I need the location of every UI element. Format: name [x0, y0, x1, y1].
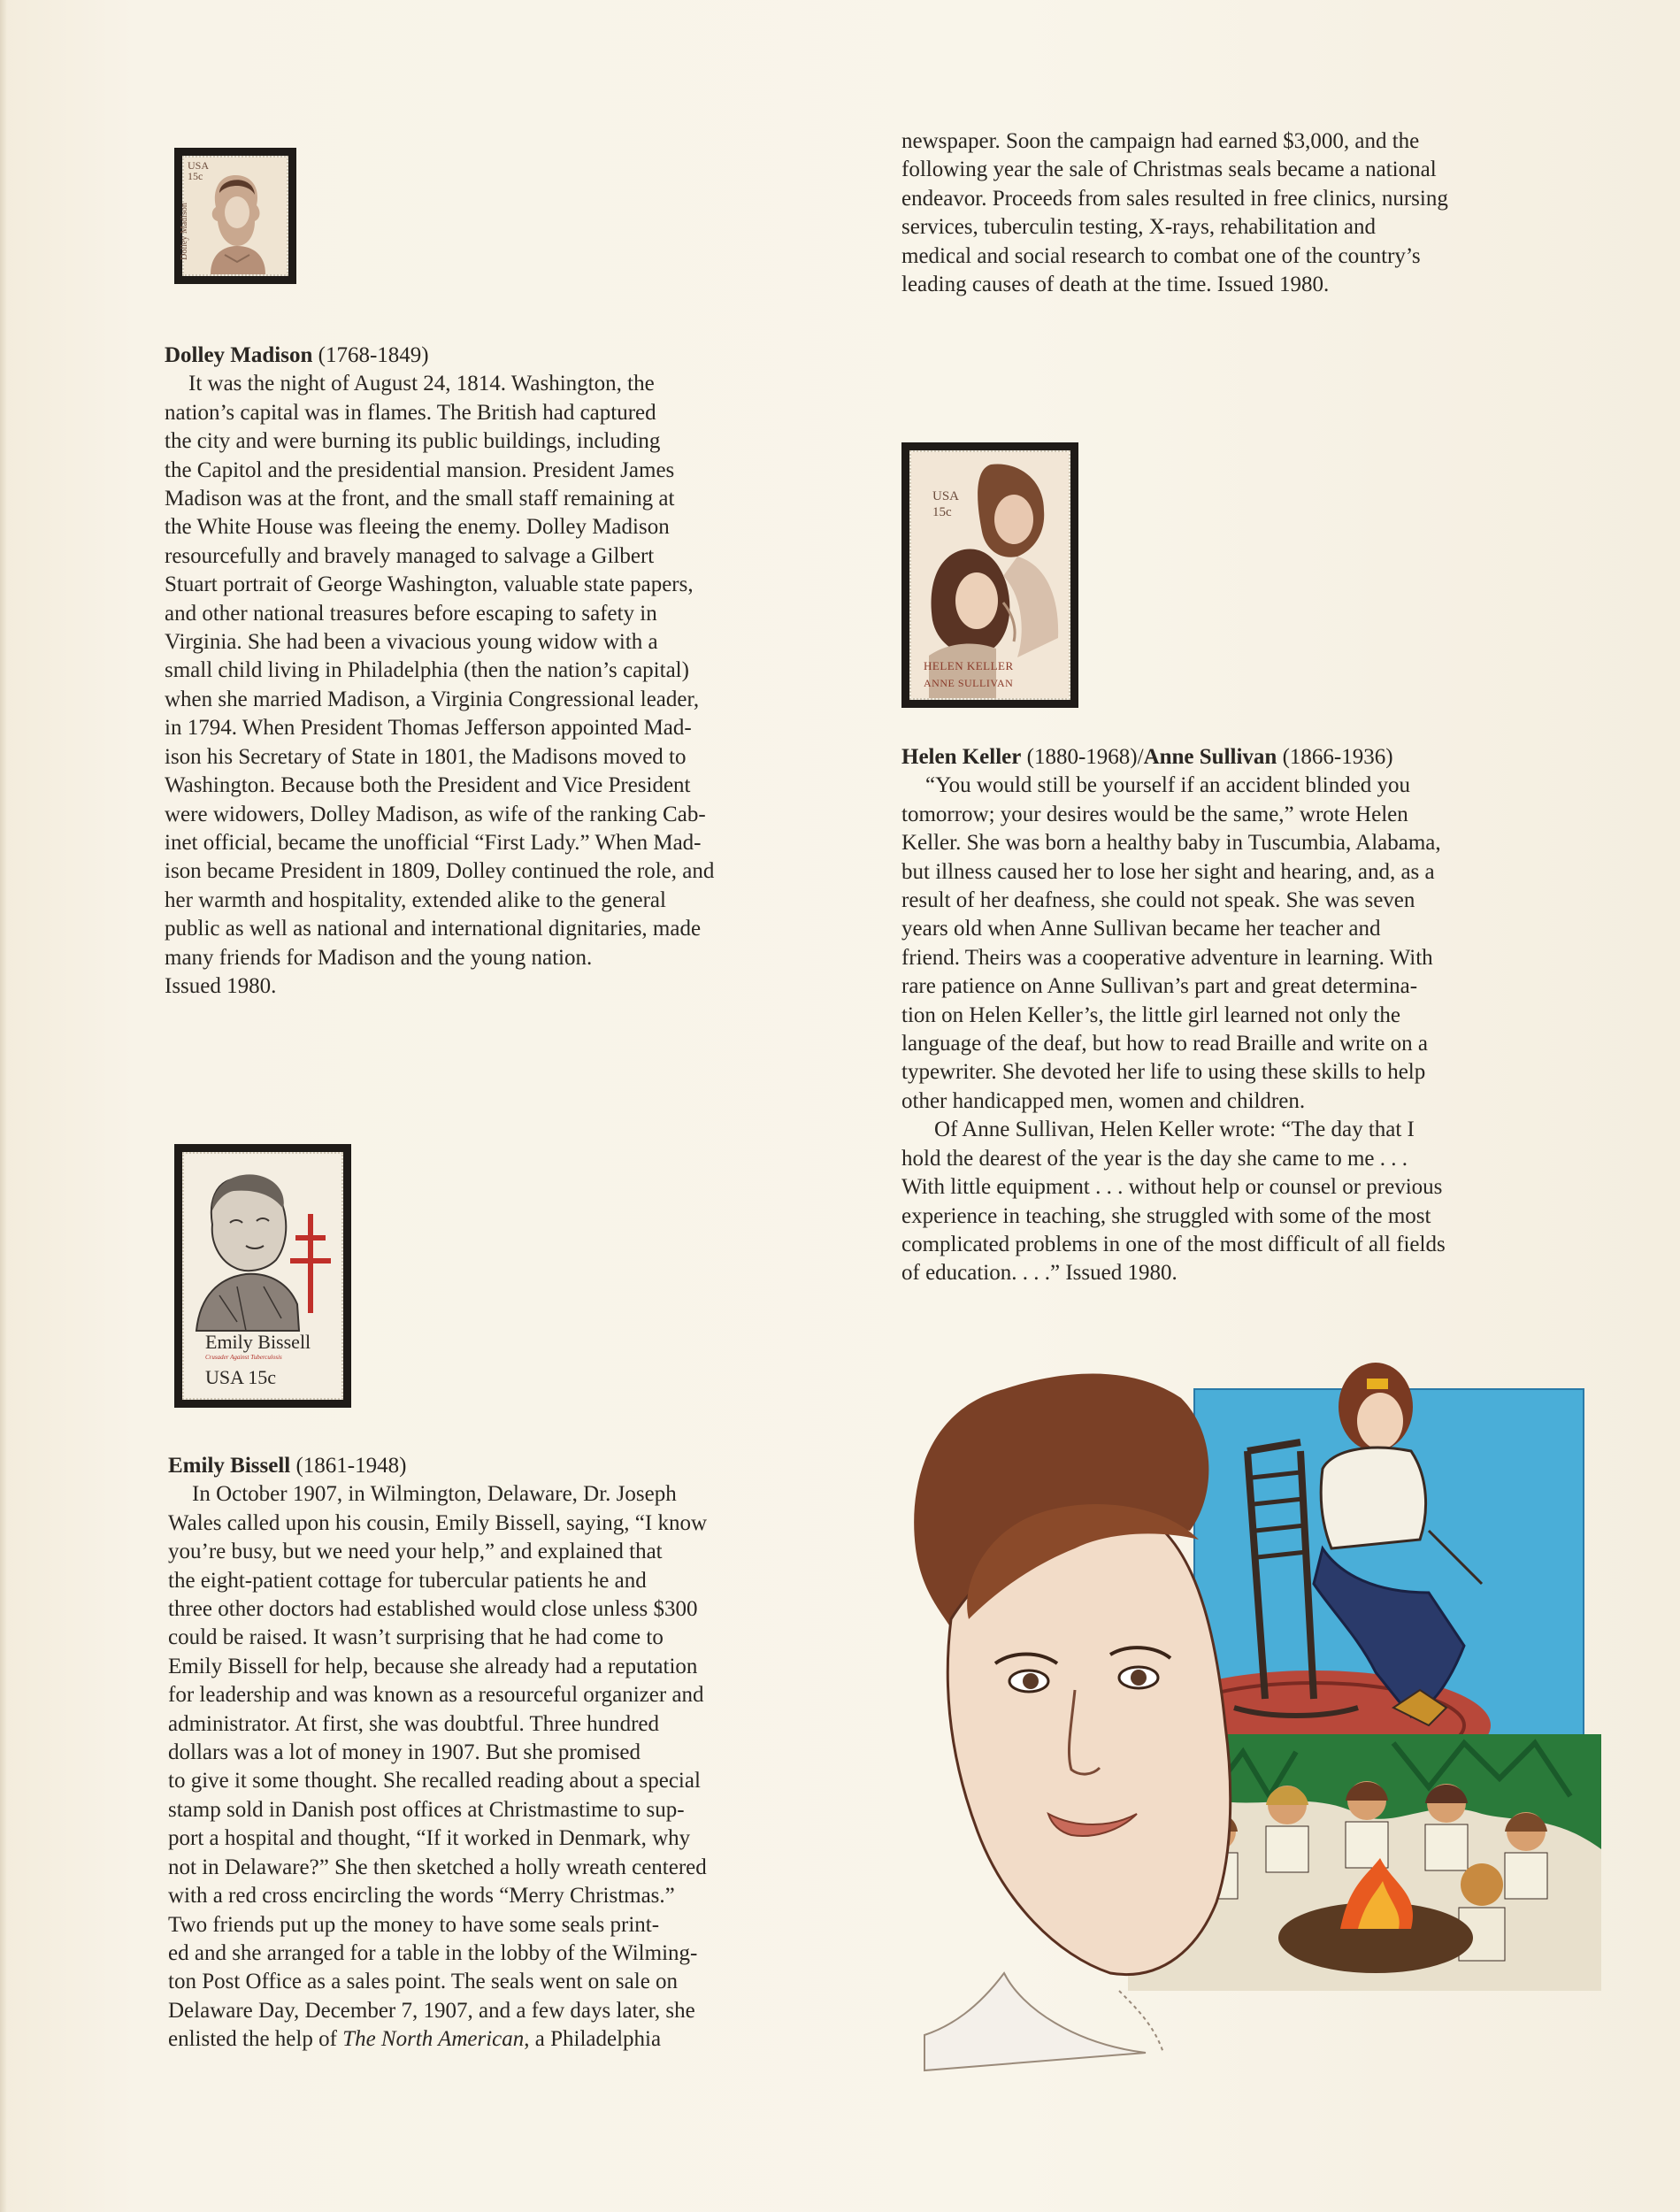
- stamp-country: USA: [932, 489, 960, 503]
- text-line: of education. . . .” Issued 1980.: [901, 1261, 1178, 1286]
- text-line: years old when Anne Sullivan became her teacher and: [901, 917, 1381, 941]
- text-line: leading causes of death at the time. Issued 1980.: [901, 273, 1330, 297]
- text-line: Stuart portrait of George Washington, valuable state papers,: [165, 572, 694, 597]
- text-line: other handicapped men, women and children.: [901, 1088, 1306, 1113]
- text-line: the city and were burning its public buildings, including: [165, 429, 661, 454]
- stamp-name: Dolley Madison: [179, 203, 189, 260]
- text-line: endeavor. Proceeds from sales resulted in free clinics, nursing: [901, 186, 1448, 211]
- text-line: for leadership and was known as a resourceful organizer and: [168, 1683, 704, 1708]
- text-line: the Capitol and the presidential mansion. President James: [165, 457, 675, 482]
- text-line: nation’s capital was in flames. The British had captured: [165, 400, 656, 425]
- text-line: tion on Helen Keller’s, the little girl learned not only the: [901, 1002, 1400, 1027]
- text-line: to give it some thought. She recalled reading about a special: [168, 1769, 701, 1793]
- article-heading: [901, 743, 1609, 772]
- text-line: you’re busy, but we need your help,” and explained that: [168, 1540, 663, 1564]
- text-fragment: , a Philadelphia: [524, 2027, 662, 2052]
- text-line: her warmth and hospitality, extended alike to the general: [165, 887, 666, 912]
- emily-bissell-article-continued: [901, 127, 1609, 299]
- text-line: but illness caused her to lose her sight and hearing, and, as a: [901, 859, 1435, 884]
- text-line: resourcefully and bravely managed to salvage a Gilbert: [165, 543, 655, 568]
- text-line: friend. Theirs was a cooperative adventure in learning. With: [901, 945, 1433, 970]
- text-line: Keller. She was born a healthy baby in Tuscumbia, Alabama,: [901, 831, 1441, 856]
- text-line: [168, 2025, 876, 2054]
- article-title: Emily Bissell: [168, 1454, 291, 1478]
- article-title-second: Anne Sullivan: [1143, 745, 1277, 769]
- text-line: many friends for Madison and the young nation.: [165, 945, 593, 970]
- text-line: services, tuberculin testing, X-rays, rehabilitation and: [901, 215, 1376, 240]
- text-line: not in Delaware?” She then sketched a holly wreath centered: [168, 1855, 707, 1879]
- stamp-line2: ANNE SULLIVAN: [924, 677, 1014, 689]
- emily-bissell-article: [168, 1452, 876, 2055]
- text-line: three other doctors had established would close unless $300: [168, 1597, 698, 1622]
- text-line: could be raised. It wasn’t surprising that he had come to: [168, 1625, 664, 1650]
- text-line: Emily Bissell for help, because she already had a reputation: [168, 1654, 698, 1678]
- title-separator: /: [1137, 745, 1144, 769]
- text-line: the eight-patient cottage for tubercular patients he and: [168, 1568, 647, 1593]
- text-line: when she married Madison, a Virginia Congressional leader,: [165, 687, 700, 711]
- text-line: ison became President in 1809, Dolley continued the role, and: [165, 859, 715, 884]
- text-line: It was the night of August 24, 1814. Washington, the: [188, 372, 655, 396]
- stamp-country-value: USA 15c: [205, 1366, 277, 1388]
- text-line: experience in teaching, she struggled with some of the most: [901, 1203, 1431, 1228]
- text-line: Madison was at the front, and the small staff remaining at: [165, 487, 675, 511]
- text-line: and other national treasures before escaping to safety in: [165, 601, 657, 626]
- dolley-madison-stamp: [174, 148, 296, 284]
- stamp-face: [179, 156, 288, 276]
- text-line: Delaware Day, December 7, 1907, and a few days later, she: [168, 1998, 695, 2023]
- text-line: were widowers, Dolley Madison, as wife of the ranking Cab-: [165, 802, 706, 826]
- text-line: In October 1907, in Wilmington, Delaware, Dr. Joseph: [192, 1482, 677, 1507]
- text-line: language of the deaf, but how to read Braille and write on a: [901, 1032, 1428, 1056]
- article-title: Helen Keller: [901, 745, 1022, 769]
- text-line: Wales called upon his cousin, Emily Bissell, saying, “I know: [168, 1510, 708, 1535]
- stamp-subtitle: Crusader Against Tuberculosis: [205, 1354, 282, 1361]
- text-line: “You would still be yourself if an accident blinded you: [925, 773, 1411, 798]
- stamp-line1: HELEN KELLER: [924, 659, 1014, 672]
- text-line: complicated problems in one of the most difficult of all fields: [901, 1232, 1446, 1256]
- helen-keller-illustration: [898, 1354, 1606, 2070]
- text-line: hold the dearest of the year is the day she came to me . . .: [901, 1146, 1408, 1171]
- text-line: rare patience on Anne Sullivan’s part and great determina-: [901, 974, 1418, 999]
- text-line: result of her deafness, she could not speak. She was seven: [901, 888, 1415, 913]
- text-line: small child living in Philadelphia (then the nation’s capital): [165, 658, 689, 683]
- text-line: inet official, became the unofficial “First Lady.” When Mad-: [165, 830, 702, 855]
- stamp-value: 15c: [188, 170, 203, 182]
- text-line: port a hospital and thought, “If it worked in Denmark, why: [168, 1826, 691, 1851]
- article-dates: (1880-1968): [1026, 745, 1138, 769]
- text-line: Washington. Because both the President and Vice President: [165, 773, 691, 798]
- text-line: with a red cross encircling the words “Merry Christmas.”: [168, 1884, 675, 1909]
- text-line: ison his Secretary of State in 1801, the Madisons moved to: [165, 744, 687, 769]
- stamp-face: [909, 450, 1070, 700]
- article-body: [901, 772, 1609, 1287]
- text-line: the White House was fleeing the enemy. Dolley Madison: [165, 515, 670, 540]
- helen-keller-anne-sullivan-stamp: [901, 442, 1078, 708]
- article-title: Dolley Madison: [165, 343, 313, 367]
- emily-bissell-stamp: [174, 1144, 351, 1408]
- text-line: stamp sold in Danish post offices at Christmastime to sup-: [168, 1797, 685, 1822]
- text-line: ed and she arranged for a table in the lobby of the Wilming-: [168, 1940, 698, 1965]
- article-body: [165, 370, 872, 972]
- stamp-name: Emily Bissell: [205, 1331, 311, 1353]
- text-line: in 1794. When President Thomas Jefferson appointed Mad-: [165, 716, 692, 741]
- article-dates: (1768-1849): [318, 343, 429, 367]
- text-line: administrator. At first, she was doubtful. Three hundred: [168, 1711, 659, 1736]
- page-binding-edge: [0, 0, 7, 2212]
- text-line: With little equipment . . . without help or counsel or previous: [901, 1175, 1443, 1200]
- illustration-artwork: [898, 1354, 1606, 2070]
- text-line: public as well as national and international dignitaries, made: [165, 917, 702, 941]
- article-dates-second: (1866-1936): [1282, 745, 1393, 769]
- stamp-face: [182, 1152, 343, 1400]
- emily-bissell-portrait: [184, 1154, 341, 1398]
- stamp-value: 15c: [932, 505, 952, 519]
- article-body: [168, 1480, 876, 2054]
- text-fragment: enlisted the help of: [168, 2027, 343, 2052]
- text-line: Two friends put up the money to have some seals print-: [168, 1912, 660, 1937]
- stamp-country: USA: [188, 159, 210, 172]
- text-line: Virginia. She had been a vivacious young widow with a: [165, 630, 658, 655]
- text-line: tomorrow; your desires would be the same,” wrote Helen: [901, 802, 1408, 826]
- text-line: newspaper. Soon the campaign had earned $3,000, and the: [901, 129, 1420, 153]
- text-line: dollars was a lot of money in 1907. But she promised: [168, 1740, 641, 1765]
- dolley-madison-article: [165, 342, 872, 1001]
- article-dates: (1861-1948): [295, 1454, 407, 1478]
- text-line: following year the sale of Christmas seals became a national: [901, 157, 1437, 182]
- newspaper-title: The North American: [342, 2027, 525, 2052]
- text-line: Of Anne Sullivan, Helen Keller wrote: “The day that I: [934, 1118, 1415, 1142]
- text-line: typewriter. She devoted her life to using these skills to help: [901, 1060, 1426, 1085]
- text-line: medical and social research to combat one of the country’s: [901, 243, 1421, 268]
- text-line: ton Post Office as a sales point. The seals went on sale on: [168, 1970, 679, 1994]
- helen-keller-article: [901, 743, 1609, 1288]
- issued-date: Issued 1980.: [165, 973, 277, 998]
- article-heading: [165, 342, 872, 370]
- article-heading: [168, 1452, 876, 1480]
